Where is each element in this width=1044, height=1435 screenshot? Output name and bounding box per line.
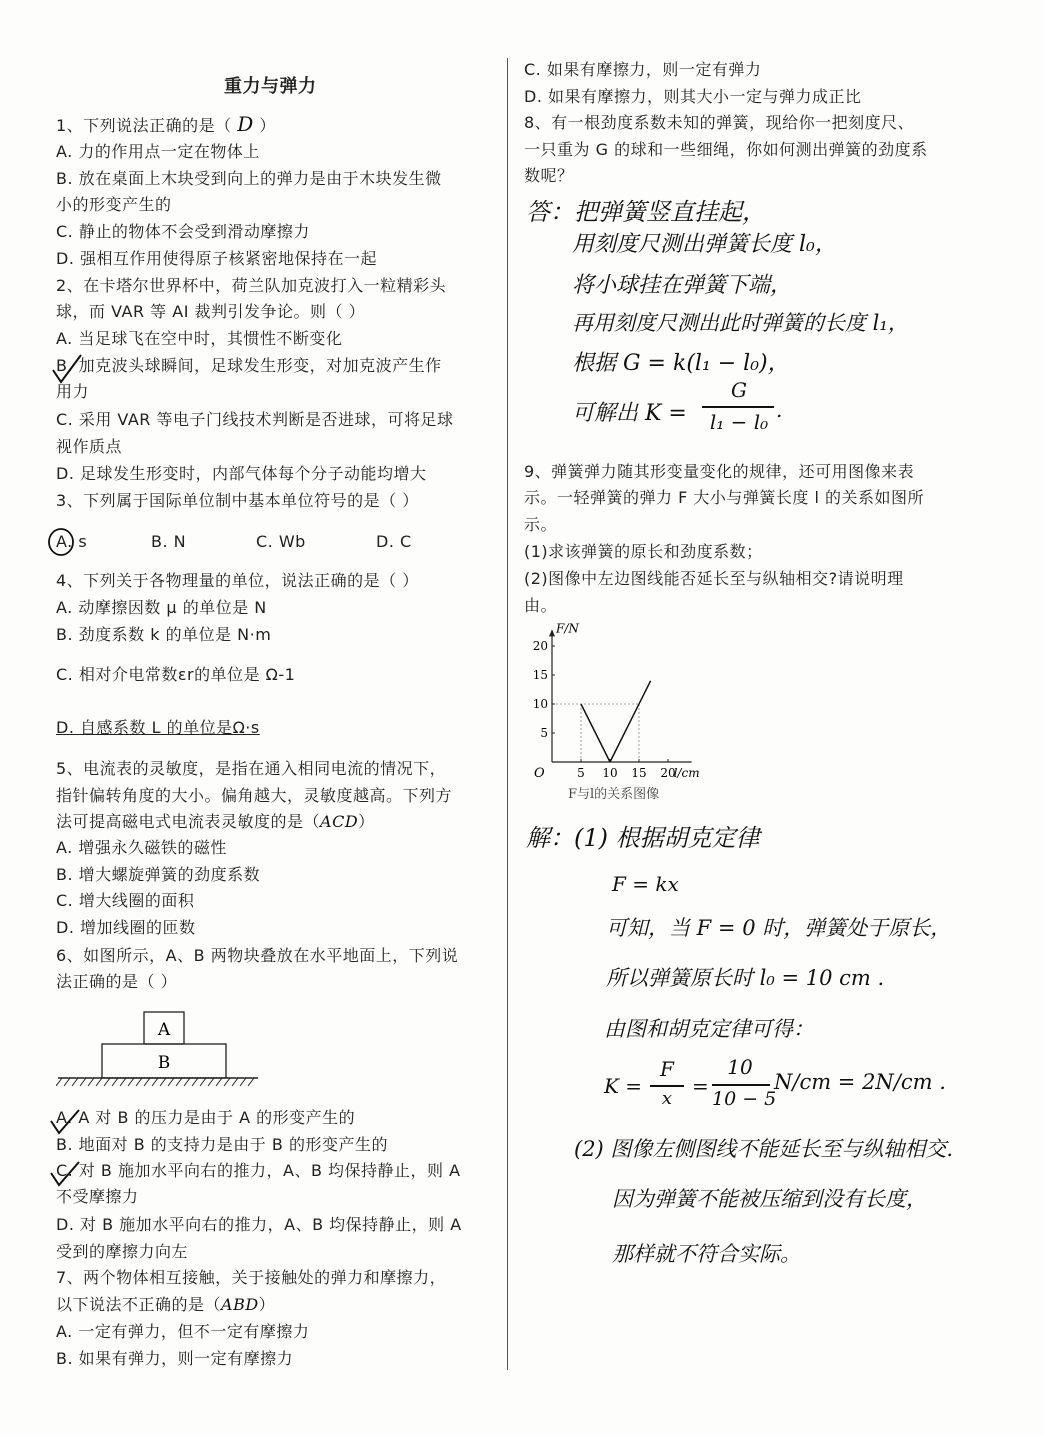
hatch-line xyxy=(80,1078,86,1086)
y-axis-label: F/N xyxy=(556,621,579,636)
q4-stem: 4、下列关于各物理量的单位，说法正确的是（ ） xyxy=(56,571,419,590)
q6-option-d-cont: 受到的摩擦力向左 xyxy=(56,1242,189,1261)
y-tick-label: 20 xyxy=(532,639,548,653)
q9-line: 9、弹簧弹力随其形变量变化的规律，还可用图像来表 xyxy=(524,462,915,481)
y-tick-label: 15 xyxy=(532,668,548,682)
hatch-line xyxy=(200,1078,206,1086)
q7-option-d: D. 如果有摩擦力，则其大小一定与弹力成正比 xyxy=(524,87,862,106)
hatch-line xyxy=(144,1078,150,1086)
hatch-line xyxy=(128,1078,134,1086)
x-tick-label: 5 xyxy=(577,766,585,780)
block-diagram xyxy=(56,1008,266,1092)
hatch-line xyxy=(88,1078,94,1086)
q9-k-x: x xyxy=(661,1088,673,1109)
hatch-line xyxy=(176,1078,182,1086)
q8-hand-answer-line: 答：把弹簧竖直挂起， xyxy=(526,198,766,226)
q9-k-num: 10 xyxy=(727,1055,753,1079)
q8-fraction-denominator: l₁ − l₀ xyxy=(709,410,769,434)
hatch-line xyxy=(112,1078,118,1086)
ground-hatch xyxy=(56,1078,254,1086)
q2-option-a: A. 当足球飞在空中时，其惯性不断变化 xyxy=(56,329,343,348)
q5-option-d: D. 增加线圈的匝数 xyxy=(56,918,196,937)
circle-mark xyxy=(49,529,73,555)
page-title: 重力与弹力 xyxy=(224,76,317,97)
hatch-line xyxy=(184,1078,190,1086)
block-b-label: B xyxy=(157,1053,171,1073)
q7-line: 7、两个物体相互接触，关于接触处的弹力和摩擦力， xyxy=(56,1268,447,1287)
q9-line: 示。 xyxy=(524,515,558,534)
q9-frac-bar-1 xyxy=(650,1085,684,1087)
hatch-line xyxy=(104,1078,110,1086)
q9-frac-bar-2 xyxy=(712,1084,770,1086)
q9-line: 示。一轻弹簧的弹力 F 大小与弹簧长度 l 的关系如图所 xyxy=(524,488,924,507)
q2-option-b-cont: 用力 xyxy=(56,382,90,401)
hatch-line xyxy=(56,1078,62,1086)
q9-k-result: N/cm = 2N/cm . xyxy=(774,1070,946,1094)
q8-line: 一只重为 G 的球和一些细绳，你如何测出弹簧的劲度系 xyxy=(524,140,928,159)
f-vs-l-chart xyxy=(524,620,724,806)
hatch-line xyxy=(96,1078,102,1086)
q8-hand-answer-line: 再用刻度尺测出此时弹簧的长度 l₁， xyxy=(572,311,909,335)
origin-label: O xyxy=(534,766,545,781)
q5-option-b: B. 增大螺旋弹簧的劲度系数 xyxy=(56,865,261,884)
q8-fraction-bar xyxy=(702,406,774,408)
q6-line: 法正确的是（ ） xyxy=(56,972,178,991)
column-divider xyxy=(507,58,508,1370)
q2-option-d: D. 足球发生形变时，内部气体每个分子动能均增大 xyxy=(56,464,427,483)
check-stroke xyxy=(53,355,81,382)
y-tick-label: 5 xyxy=(540,726,548,740)
q7-option-a: A. 一定有弹力，但不一定有摩擦力 xyxy=(56,1322,310,1341)
y-tick-label: 10 xyxy=(532,697,548,711)
q4-option-a: A. 动摩擦因数 μ 的单位是 N xyxy=(56,598,267,617)
q6-option-c: C. 对 B 施加水平向右的推力，A、B 均保持静止，则 A xyxy=(56,1161,461,1180)
q8-hand-solve-prefix: 可解出 K = xyxy=(572,401,687,426)
q9-hand-part2: (2) 图像左侧图线不能延长至与纵轴相交. xyxy=(574,1137,954,1161)
q9-sub-1: (1)求该弹簧的原长和劲度系数； xyxy=(524,542,763,561)
q1-handwritten-answer: D xyxy=(237,112,254,136)
x-tick-label: 15 xyxy=(631,766,647,780)
q9-sub-2: (2)图像中左边图线能否延长至与纵轴相交?请说明理 xyxy=(524,569,904,588)
x-axis-label: l/cm xyxy=(673,766,700,780)
q8-line: 数呢？ xyxy=(524,166,574,185)
chart-series xyxy=(581,681,651,762)
q2-checkmark-icon xyxy=(50,352,84,386)
q9-k-eq: = xyxy=(692,1074,709,1098)
series-line-left xyxy=(581,704,610,762)
q2-line: 2、在卡塔尔世界杯中，荷兰队加克波打入一粒精彩头 xyxy=(56,276,447,295)
q9-k-f: F xyxy=(660,1057,674,1081)
q9-hand-line: 所以弹簧原长时 l₀ = 10 cm . xyxy=(606,966,885,990)
q6c-checkmark-icon xyxy=(48,1159,82,1189)
q8-hand-answer-line: 根据 G = k(l₁ − l₀)， xyxy=(572,351,790,376)
q8-fraction-end: . xyxy=(776,398,783,422)
q9-k-den: 10 − 5 xyxy=(712,1088,777,1110)
q3-option-c: C. Wb xyxy=(256,532,306,551)
check-stroke xyxy=(51,1110,79,1133)
q8-hand-answer-line: 用刻度尺测出弹簧长度 l₀， xyxy=(572,232,837,257)
hatch-line xyxy=(152,1078,158,1086)
q3-option-d: D. C xyxy=(376,532,412,551)
q3-option-b: B. N xyxy=(151,532,187,551)
check-stroke xyxy=(51,1162,79,1185)
hatch-line xyxy=(72,1078,78,1086)
q9-hand-formula: F = kx xyxy=(612,872,679,896)
q4-option-d: D. 自感系数 L 的单位是Ω·s xyxy=(56,718,260,737)
q1-option-b: B. 放在桌面上木块受到向上的弹力是由于木块发生微 xyxy=(56,169,442,188)
q3-option-a: A. s xyxy=(56,532,88,551)
chart-title: F与l的关系图像 xyxy=(568,787,660,802)
x-tick-label: 10 xyxy=(602,766,618,780)
q6-option-c-cont: 不受摩擦力 xyxy=(56,1187,139,1206)
q7-option-b: B. 如果有弹力，则一定有摩擦力 xyxy=(56,1349,294,1368)
q7-line: 以下说法不正确的是（ABD） xyxy=(56,1295,276,1314)
q2-option-c-cont: 视作质点 xyxy=(56,437,123,456)
q5-option-a: A. 增强永久磁铁的磁性 xyxy=(56,838,227,857)
hatch-line xyxy=(232,1078,238,1086)
block-a-label: A xyxy=(157,1020,171,1040)
q6-option-d: D. 对 B 施加水平向右的推力，A、B 均保持静止，则 A xyxy=(56,1215,462,1234)
q5-line: 指针偏转角度的大小。偏角越大，灵敏度越高。下列方 xyxy=(56,786,453,805)
q1-option-a: A. 力的作用点一定在物体上 xyxy=(56,142,260,161)
q2-option-b: B. 加克波头球瞬间，足球发生形变，对加克波产生作 xyxy=(56,356,442,375)
q6-line: 6、如图所示，A、B 两物块叠放在水平地面上，下列说 xyxy=(56,946,459,965)
hatch-line xyxy=(224,1078,230,1086)
chart-ticks xyxy=(533,639,676,780)
q5-line: 5、电流表的灵敏度，是指在通入相同电流的情况下， xyxy=(56,759,447,778)
q8-line: 8、有一根劲度系数未知的弹簧，现给你一把刻度尺、 xyxy=(524,113,915,132)
q9-hand-line: 可知，当 F = 0 时，弹簧处于原长， xyxy=(606,916,952,940)
q3-answer-circle xyxy=(46,525,76,559)
q7-option-c: C. 如果有摩擦力，则一定有弹力 xyxy=(524,60,762,79)
hatch-line xyxy=(192,1078,198,1086)
q9-hand-line: 由图和胡克定律可得： xyxy=(604,1017,814,1041)
hatch-line xyxy=(248,1078,254,1086)
q3-stem: 3、下列属于国际单位制中基本单位符号的是（ ） xyxy=(56,491,419,510)
q7-handwritten-answer: ABD xyxy=(221,1295,259,1314)
q6-option-a: A. A 对 B 的压力是由于 A 的形变产生的 xyxy=(56,1108,356,1127)
q1-option-c: C. 静止的物体不会受到滑动摩擦力 xyxy=(56,222,310,241)
x-tick-label: 20 xyxy=(660,766,676,780)
q9-sub-2-cont: 由。 xyxy=(524,596,558,615)
q9-k-prefix: K = xyxy=(604,1074,643,1098)
q2-option-c: C. 采用 VAR 等电子门线技术判断是否进球，可将足球 xyxy=(56,410,454,429)
q5-line: 法可提高磁电式电流表灵敏度的是（ACD） xyxy=(56,812,375,831)
q2-line: 球，而 VAR 等 AI 裁判引发争论。则（ ） xyxy=(56,302,366,321)
y-axis-arrow xyxy=(549,629,555,636)
q8-hand-answer-line: 将小球挂在弹簧下端， xyxy=(572,273,793,298)
q9-hand-part2: 那样就不符合实际。 xyxy=(612,1242,801,1266)
q4-option-c: C. 相对介电常数εr的单位是 Ω-1 xyxy=(56,665,296,684)
q1-option-b-cont: 小的形变产生的 xyxy=(56,195,172,214)
hatch-line xyxy=(240,1078,246,1086)
q6a-checkmark-icon xyxy=(48,1107,82,1137)
q5-handwritten-answer: ACD xyxy=(320,812,359,831)
hatch-line xyxy=(64,1078,70,1086)
q8-fraction-numerator: G xyxy=(731,378,747,402)
q1-stem: 1、下列说法正确的是（ D ） xyxy=(56,112,276,136)
q9-hand-part2: 因为弹簧不能被压缩到没有长度， xyxy=(612,1187,927,1211)
hatch-line xyxy=(168,1078,174,1086)
hatch-line xyxy=(160,1078,166,1086)
q1-option-d: D. 强相互作用使得原子核紧密地保持在一起 xyxy=(56,249,377,268)
q5-option-c: C. 增大线圈的面积 xyxy=(56,891,195,910)
hatch-line xyxy=(136,1078,142,1086)
hatch-line xyxy=(208,1078,214,1086)
hatch-line xyxy=(120,1078,126,1086)
q9-hand-line: 解：(1) 根据胡克定律 xyxy=(526,824,760,852)
q6-option-b: B. 地面对 B 的支持力是由于 B 的形变产生的 xyxy=(56,1135,388,1154)
q4-option-b: B. 劲度系数 k 的单位是 N·m xyxy=(56,625,272,644)
hatch-line xyxy=(216,1078,222,1086)
series-line-right xyxy=(610,681,651,762)
